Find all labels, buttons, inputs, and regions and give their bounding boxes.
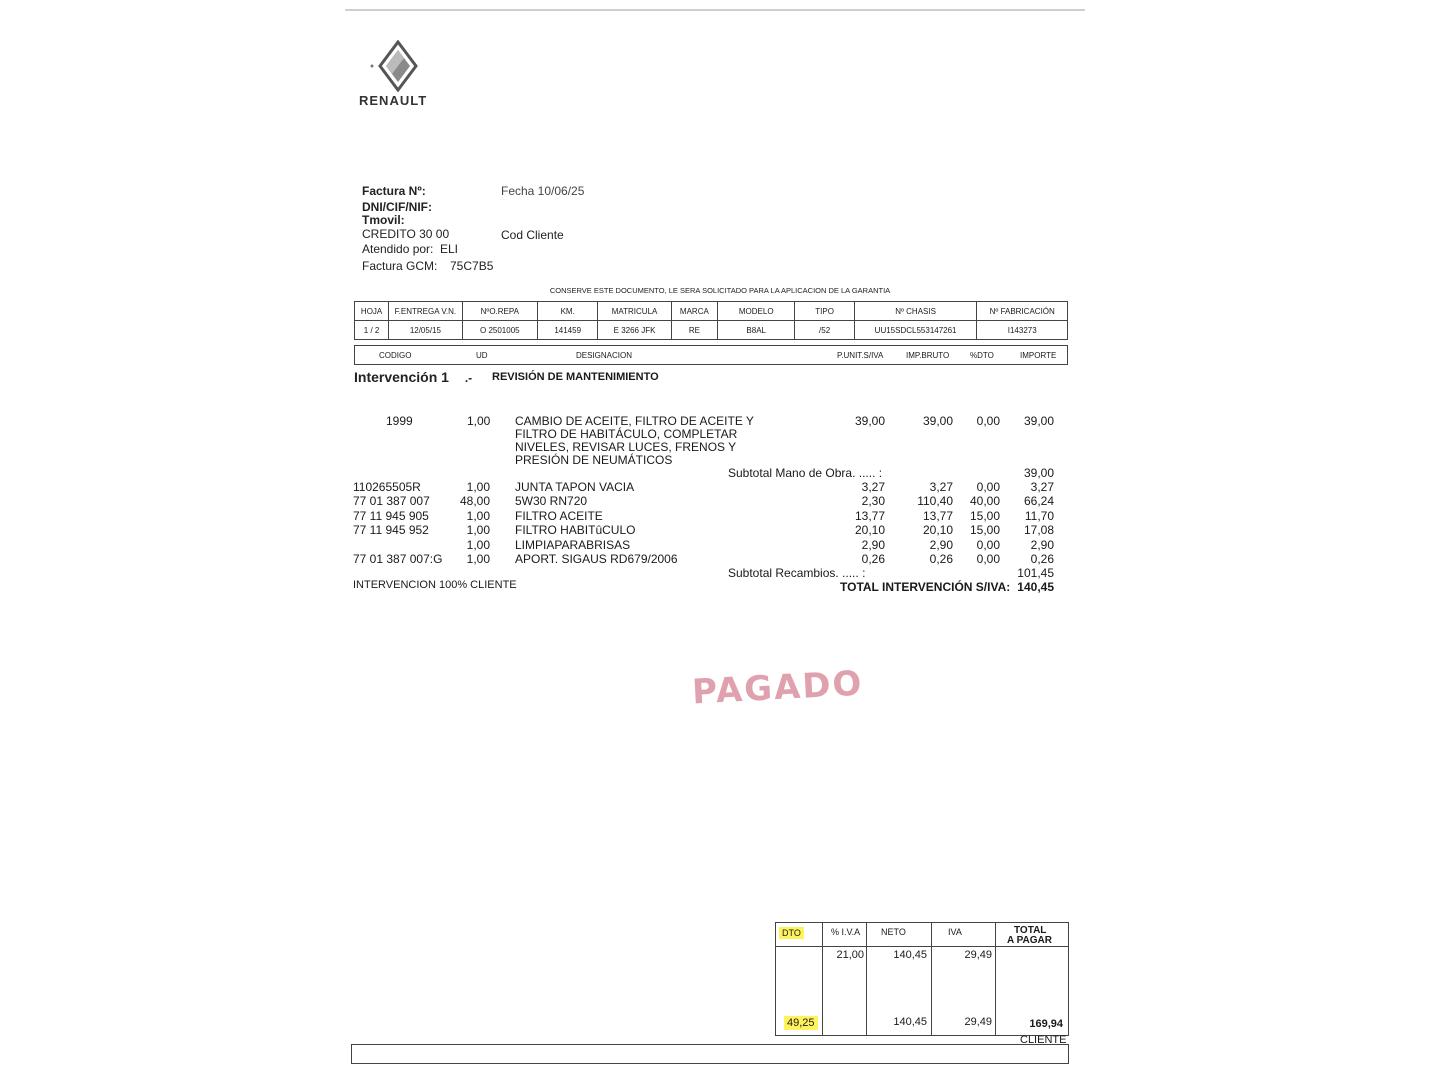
intervention-desc: REVISIÓN DE MANTENIMIENTO [492, 371, 659, 383]
credito: CREDITO 30 00 [362, 227, 450, 241]
col-designacion: DESIGNACION [576, 351, 633, 360]
totals-box [775, 922, 1069, 1036]
col-dto: %DTO [970, 351, 994, 360]
labor-desc-line: CAMBIO DE ACEITE, FILTRO DE ACEITE Y [515, 414, 754, 428]
subtotal-rec-row [0, 566, 1440, 580]
part-importe: 66,24 [1023, 494, 1054, 509]
part-bruto: 20,10 [922, 523, 953, 538]
warranty-notice: CONSERVE ESTE DOCUMENTO, LE SERA SOLICITADO PARA LA APLICACION DE LA GARANTIA [549, 286, 891, 295]
part-punit: 2,30 [861, 494, 885, 509]
subtotal-rec-value: 101,45 [1017, 566, 1054, 580]
labor-desc-line: NIVELES, REVISAR LUCES, FRENOS Y [515, 440, 737, 454]
part-ud: 48,00 [459, 494, 490, 509]
intervention-sep: .- [464, 371, 473, 385]
part-desc: LIMPIAPARABRISAS [515, 537, 631, 552]
col-punit: P.UNIT.S/IVA [837, 351, 884, 360]
labor-ud: 1,00 [467, 414, 491, 428]
labor-row [0, 414, 1440, 428]
part-row [0, 480, 1440, 494]
vehicle-header-cell: MODELO [718, 302, 795, 321]
vehicle-value-cell: B8AL [718, 321, 795, 340]
labor-bruto: 39,00 [922, 414, 953, 428]
atendido-label: Atendido por: [362, 242, 434, 256]
totals-header-apagar: A PAGAR [1007, 935, 1052, 946]
part-ud: 1,00 [466, 523, 490, 538]
part-dto: 15,00 [969, 508, 1000, 523]
bottom-box [351, 1044, 1069, 1064]
line-items-header [354, 345, 1068, 365]
part-ud: 1,00 [466, 508, 490, 523]
part-desc: 5W30 RN720 [515, 494, 588, 509]
vehicle-header-cell: TIPO [795, 302, 854, 321]
vehicle-header-cell: HOJA [355, 302, 389, 321]
fecha: Fecha 10/06/25 [501, 184, 585, 198]
labor-desc-row [0, 453, 1440, 467]
part-punit: 20,10 [854, 523, 885, 538]
col-ud: UD [476, 351, 488, 360]
totals-divider [866, 923, 867, 1035]
totals-divider [931, 923, 932, 1035]
part-punit: 13,77 [854, 508, 885, 523]
vehicle-value-cell: UU15SDCL553147261 [854, 321, 977, 340]
part-code: 110265505R [353, 480, 421, 494]
vehicle-value-cell: 1 / 2 [355, 321, 389, 340]
part-dto: 40,00 [969, 494, 1000, 509]
factura-label: Factura Nº: [362, 184, 426, 198]
totals-header-total: TOTAL [1014, 925, 1047, 936]
vehicle-value-cell: 141459 [538, 321, 598, 340]
renault-diamond-logo-icon [366, 40, 426, 92]
vehicle-value-cell: 12/05/15 [389, 321, 462, 340]
vehicle-header-cell: MATRICULA [598, 302, 671, 321]
part-punit: 0,26 [861, 552, 885, 566]
vehicle-header-cell: NºO.REPA [462, 302, 537, 321]
subtotal-mo-label: Subtotal Mano de Obra. ..... : [728, 466, 883, 480]
part-ud: 1,00 [466, 480, 490, 494]
part-code: 77 11 945 905 [353, 508, 429, 523]
totals-neto-1: 140,45 [893, 949, 927, 961]
part-bruto: 3,27 [929, 480, 953, 494]
part-importe: 2,90 [1030, 537, 1054, 552]
part-bruto: 110,40 [917, 494, 953, 509]
part-importe: 0,26 [1030, 552, 1054, 566]
tmovil-label: Tmovil: [362, 213, 405, 227]
part-desc: APORT. SIGAUS RD679/2006 [515, 552, 678, 566]
part-bruto: 2,90 [929, 537, 953, 552]
totals-header-dto: DTO [779, 927, 804, 939]
part-row [0, 552, 1440, 566]
totals-iva-1: 29,49 [964, 949, 992, 961]
totals-total: 169,94 [1029, 1018, 1063, 1030]
labor-desc-line: FILTRO DE HABITÁCULO, COMPLETAR [515, 427, 738, 441]
totals-divider [995, 923, 996, 1035]
vehicle-value-cell: I143273 [977, 321, 1068, 340]
vehicle-value-row [355, 321, 1068, 340]
part-row [0, 494, 1440, 508]
part-code: 77 11 945 952 [353, 523, 429, 538]
totals-iva-2: 29,49 [964, 1016, 992, 1028]
part-desc: FILTRO ACEITE [515, 508, 603, 523]
intervencion-cliente: INTERVENCION 100% CLIENTE [353, 579, 517, 591]
labor-code: 1999 [386, 414, 413, 428]
totals-divider [776, 946, 1068, 947]
vehicle-header-cell: Nº CHASIS [854, 302, 977, 321]
vehicle-header-row [355, 302, 1068, 321]
part-row [0, 538, 1440, 552]
part-desc: JUNTA TAPON VACIA [515, 480, 635, 494]
part-dto: 0,00 [976, 537, 1000, 552]
part-dto: 15,00 [969, 523, 1000, 538]
labor-dto: 0,00 [976, 414, 1000, 428]
vehicle-value-cell: E 3266 JFK [598, 321, 671, 340]
col-impbruto: IMP.BRUTO [906, 351, 950, 360]
part-row [0, 509, 1440, 523]
vehicle-header-cell: F.ENTREGA V.N. [389, 302, 462, 321]
totals-neto-2: 140,45 [893, 1016, 927, 1028]
vehicle-table [354, 301, 1068, 340]
vehicle-header-cell: MARCA [671, 302, 717, 321]
part-ud: 1,00 [466, 552, 490, 566]
top-rule [345, 9, 1085, 11]
dni-label: DNI/CIF/NIF: [362, 200, 432, 214]
cliente-label: CLIENTE [1020, 1034, 1067, 1046]
totals-iva-pct: 21,00 [836, 949, 864, 961]
totals-dto-value: 49,25 [784, 1016, 818, 1030]
part-punit: 3,27 [861, 480, 885, 494]
part-importe: 17,08 [1023, 523, 1054, 538]
brand-name: RENAULT [359, 93, 428, 108]
part-dto: 0,00 [976, 552, 1000, 566]
part-desc: FILTRO HABITûCULO [515, 523, 636, 538]
labor-importe: 39,00 [1023, 414, 1054, 428]
labor-desc-row [0, 427, 1440, 441]
col-importe: IMPORTE [1020, 351, 1057, 360]
subtotal-mo-row [0, 466, 1440, 480]
vehicle-header-cell: KM. [538, 302, 598, 321]
total-intervencion-row [0, 580, 1440, 594]
part-row [0, 523, 1440, 537]
col-codigo: CODIGO [379, 351, 412, 360]
subtotal-mo-value: 39,00 [1023, 466, 1054, 480]
part-ud: 1,00 [466, 537, 490, 552]
total-intervencion-value: 140,45 [1017, 580, 1054, 594]
labor-punit: 39,00 [854, 414, 885, 428]
part-bruto: 13,77 [922, 508, 953, 523]
paid-stamp: PAGADO [691, 663, 865, 713]
part-dto: 0,00 [976, 480, 1000, 494]
intervention-title-text: Intervención 1 [354, 369, 449, 385]
totals-divider [822, 923, 823, 1035]
part-importe: 3,27 [1030, 480, 1054, 494]
part-code: 77 01 387 007 [353, 494, 430, 509]
part-code: 77 01 387 007:G [353, 552, 443, 566]
intervention-title [354, 369, 472, 385]
total-intervencion-label: TOTAL INTERVENCIÓN S/IVA: [840, 580, 1011, 594]
vehicle-value-cell: O 2501005 [462, 321, 537, 340]
gcm-value: 75C7B5 [450, 259, 494, 273]
cod-cliente: Cod Cliente [501, 228, 564, 242]
totals-header-neto: NETO [881, 927, 906, 937]
subtotal-rec-label: Subtotal Recambios. ..... : [728, 566, 866, 580]
vehicle-value-cell: /52 [795, 321, 854, 340]
part-bruto: 0,26 [929, 552, 953, 566]
totals-header-iva-pct: % I.V.A [831, 927, 861, 937]
vehicle-value-cell: RE [671, 321, 717, 340]
totals-header-iva: IVA [948, 927, 962, 937]
gcm-label: Factura GCM: [362, 259, 438, 273]
part-importe: 11,70 [1024, 508, 1054, 523]
vehicle-header-cell: Nº FABRICACIÓN [977, 302, 1068, 321]
part-punit: 2,90 [861, 537, 885, 552]
atendido-value: ELI [440, 242, 459, 256]
labor-desc-line: PRESIÓN DE NEUMÁTICOS [515, 453, 673, 467]
labor-desc-row [0, 440, 1440, 454]
